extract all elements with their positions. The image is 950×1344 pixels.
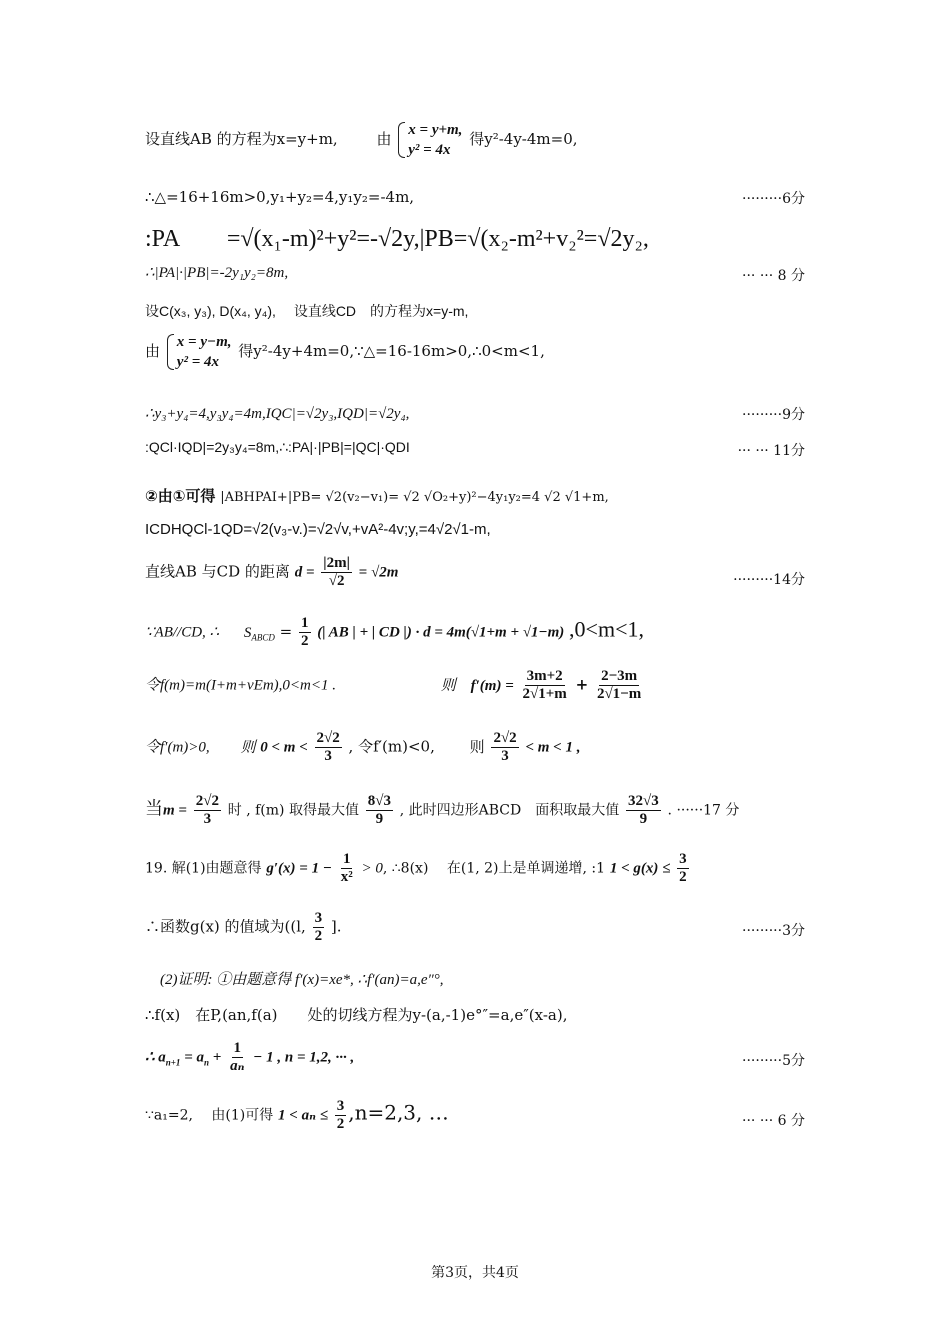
line-ab-equation: 设直线AB 的方程为x=y+m, 由 x = y+m, y² = 4x 得y²-4y-4m=0, [145,122,578,158]
line-range: ∴函数g(x) 的值域为((l, $\frac{3}{2}$ ]. [145,910,342,944]
line-pa-pb: :PA =√(x₁-m)²+y²=-√2y,|PB=√(x₂-m²+v₂²=√2y₂, [145,226,649,252]
fraction: $\frac{3}{2}$ [314,910,323,944]
line-set-cd: 设C(x₃, y₃), D(x₄, y₄), 设直线CD 的方程为x=y-m, [145,303,469,319]
score-mark: ·········5分 [742,1053,805,1069]
fraction: $\frac{8√3}{9}$ [367,793,391,827]
fraction: $\frac{1}{\text{aₙ}}$ [230,1040,245,1074]
score-mark: ·········3分 [742,923,805,939]
fraction: $\frac{3m+2}{2√1+m}$ [522,668,567,702]
line-cd-length: ICDHQCl-1QD=√2(v₃-v.)=√2√v,+vA²-4v;y,=4√2√1-m, [145,521,491,538]
fraction: $\frac{1}{\text{x²}}$ [340,851,353,885]
line-recursion: ∴ $a_{n+1} = a_n$ + $\frac{1}{\text{aₙ}}$ − 1 , n = 1,2, ··· , [145,1040,355,1074]
line-pa-times-pb: ∴|PA|·|PB|=-2y₁y₂=8m, [145,265,289,281]
score-mark: ·········14分 [733,572,805,588]
line-discriminant: ∴△=16+16m>0,y₁+y₂=4,y₁y₂=-4m, [145,188,415,206]
equation-system: x = y−m, y² = 4x [167,332,232,372]
fraction: $\frac{1}{2}$ [301,615,309,649]
fraction: $\frac{2√2}{3}$ [195,793,219,827]
line-monotonic: 令f′(m)>0, 则 0 < m < $\frac{2√2}{3}$ , 令f′(m)<0, 则 $\frac{2√2}{3}$ < m < 1 , [145,730,581,764]
score-mark: ·········9分 [742,407,805,423]
line-problem-19: 19. 解(1)由题意得 g′(x) = 1 − $\frac{1}{\text{x²}}$ > 0, ∴8(x) 在(1, 2)上是单调递增, :1 1 < g(x) ≤ $\frac{3}{2}$ [145,851,687,885]
line-fm-derivative: 令f(m)=m(I+m+vEm),0<m<1 . 则 f′(m) = $\frac{3m+2}{2√1+m}$ + $\frac{2-3m}{2√1-m}$ [145,668,642,702]
line-bound: ∵a₁=2, 由(1)可得 1 < aₙ ≤ $\frac{3}{2}$ ,n=2,3, … [145,1098,449,1132]
score-mark: ··· ··· 8 分 [742,268,805,284]
score-mark: ··· ··· 11分 [737,443,805,459]
line-cd-system: 由 x = y−m, y² = 4x 得y²-4y+4m=0,∵△=16-16m>0,∴0<m<1, [145,334,545,370]
line-proof: (2)证明: ①由题意得 f′(x)=xe*, ∴f′(an)=a,e″°, [160,972,444,988]
fraction: $\frac{3}{2}$ [336,1098,345,1132]
line-maximum: 当m = $\frac{2√2}{3}$ 时 , f(m) 取得最大值 $\frac{8√3}{9}$ , 此时四边形ABCD 面积取最大值 $\frac{32√3}{9}$ . ······17 分 [145,793,740,827]
line-distance: 直线AB 与CD 的距离 d = $\frac{|2m|}{√2}$ = √2m [145,555,399,589]
line-product-equal: :QCl·IQD|=2y₃y₄=8m,∴:PA|·|PB|=|QC|·QDI [145,439,410,455]
page-number: 第3页，共4页 [431,1265,519,1281]
score-mark: ·········6分 [742,191,805,207]
equation-system: x = y+m, y² = 4x [398,120,462,160]
fraction: $\frac{32√3}{9}$ [628,793,659,827]
fraction: $\frac{2-3m}{2√1-m}$ [596,668,642,702]
fraction: $\frac{2√2}{3}$ [493,730,517,764]
fraction: $\frac{|2m|}{√2}$ [323,555,350,589]
fraction: $\frac{2√2}{3}$ [316,730,340,764]
line-tangent: ∴f(x) 在P,(an,f(a) 处的切线方程为y-(a,-1)e°″=a,e″(x-a), [145,1006,568,1024]
line-qc-qd: ∴y₃+y₄=4,y₃y₄=4m,IQC|=√2y₃,IQD|=√2y₄, [145,406,410,422]
fraction: $\frac{3}{2}$ [679,851,687,885]
line-ab-plus: ②由①可得 |ABHPAI+|PB= √2(v₂−v₁)= √2 √O₂+y)²−4y₁y₂=4 √2 √1+m, [145,488,609,505]
line-area: ∵AB//CD, ∴ $S_{ABCD}$ = $\frac{1}{2}$ (| AB | + | CD |) · d = 4m(√1+m + √1−m) ,0<m<1, [145,615,644,649]
score-mark: ··· ··· 6 分 [742,1113,805,1129]
